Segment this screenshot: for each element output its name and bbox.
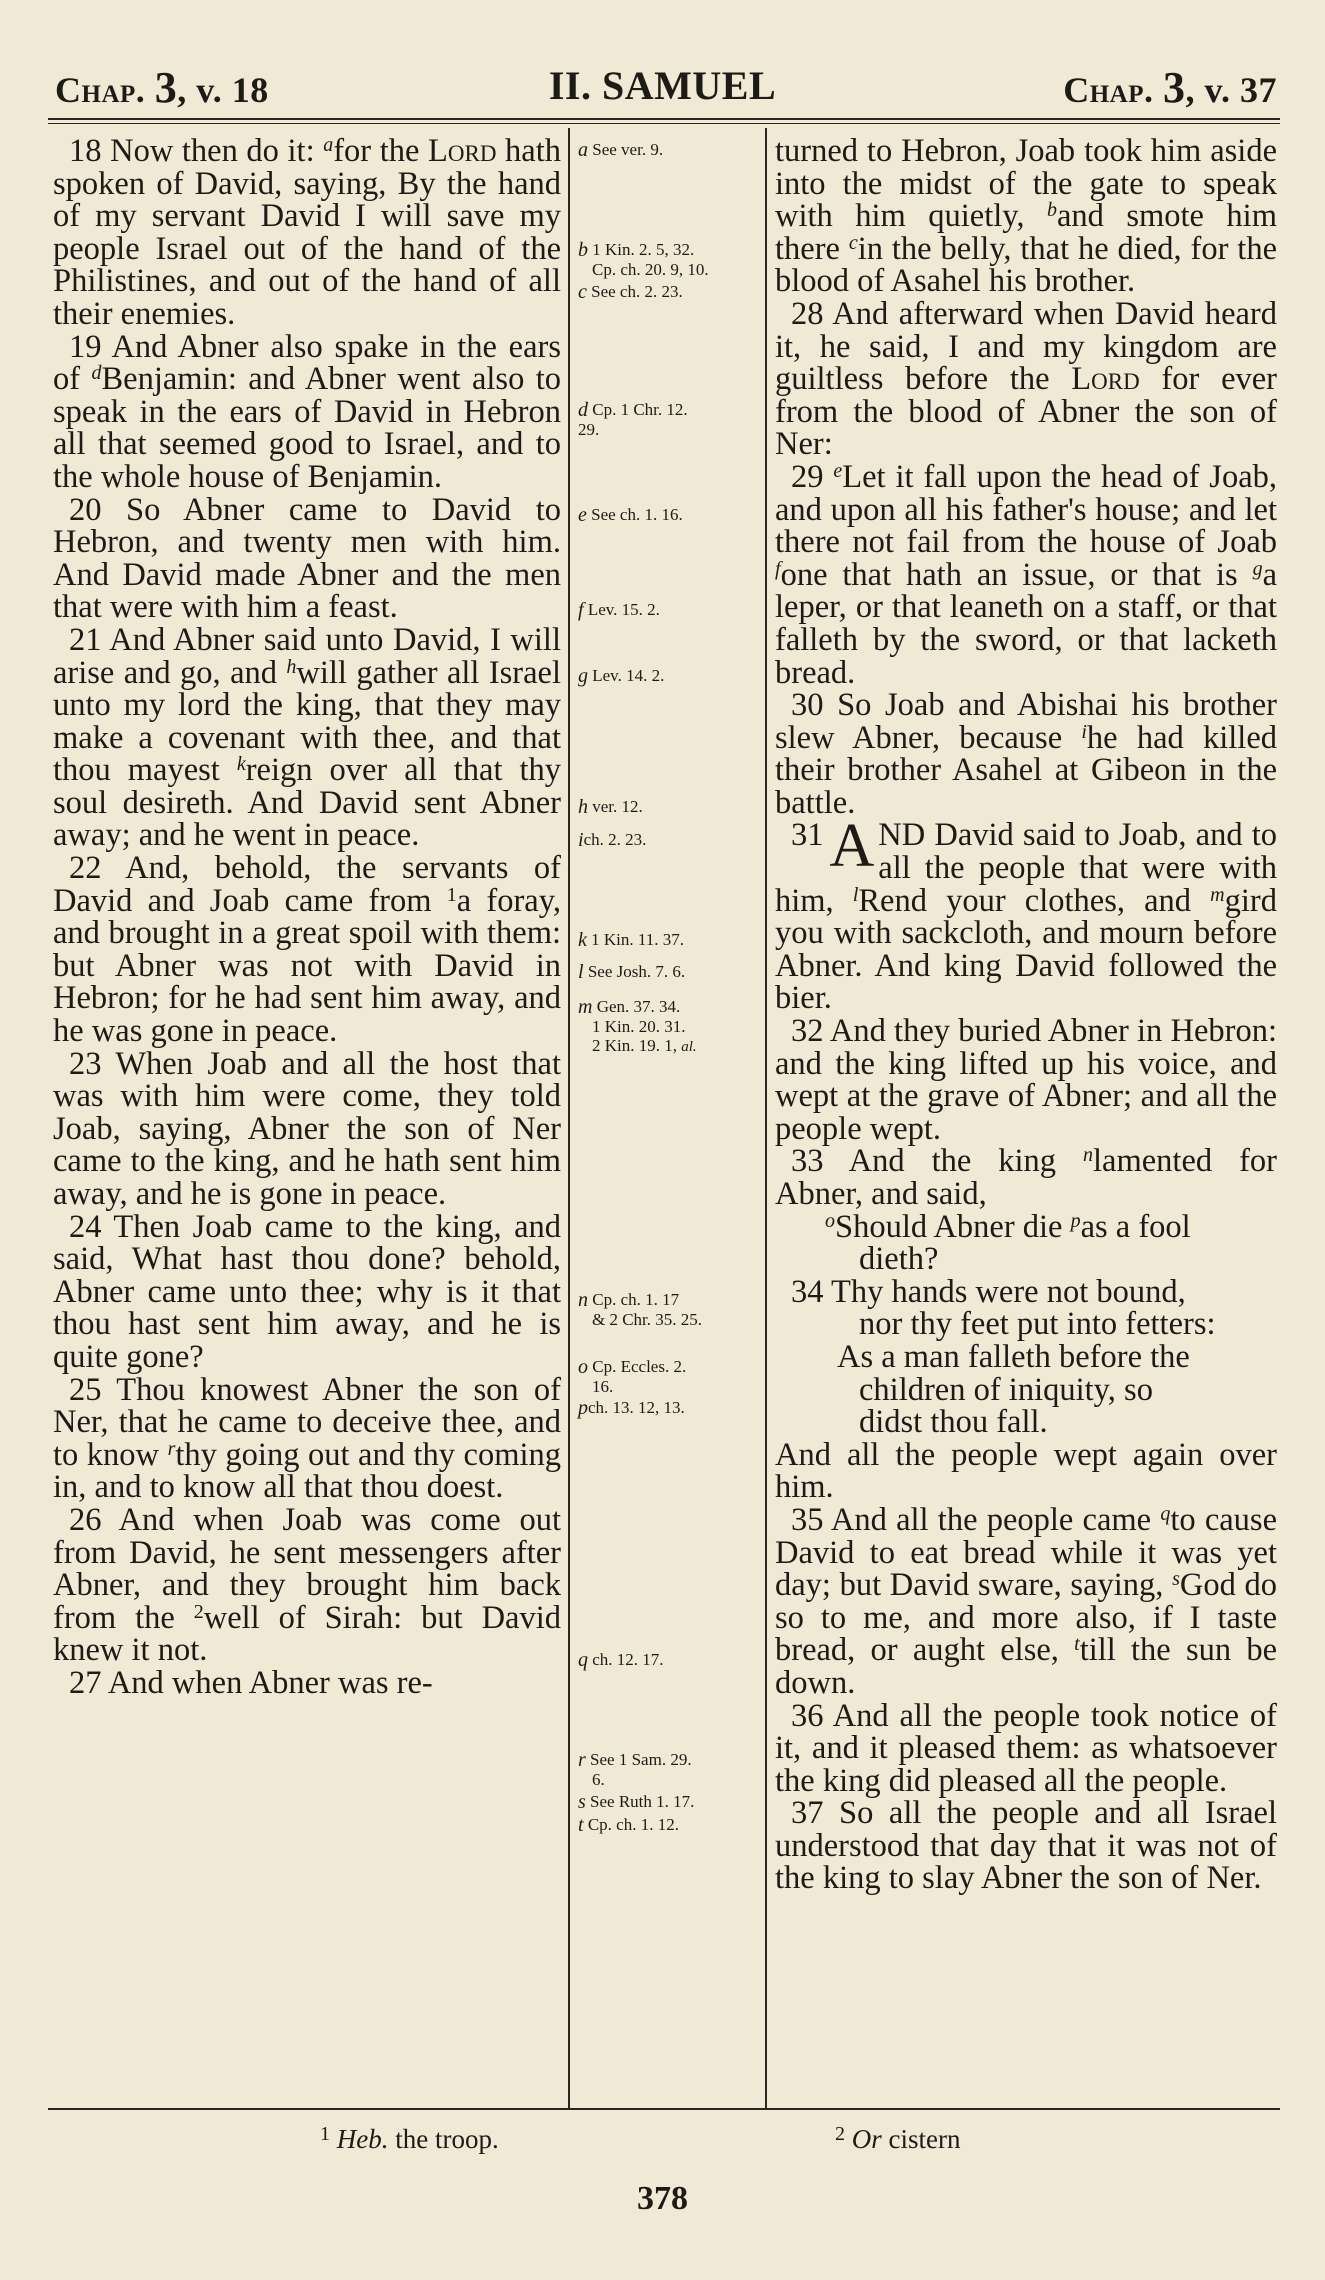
header-rule-top (48, 118, 1280, 120)
page-number: 378 (637, 2180, 688, 2217)
verse-22: 22 And, behold, the servants of David and Joab came from $^1$a foray, and brought in a great spoil with them: but Abner was not with David in Hebron; for he had sent him away, and he was gone in peace. (53, 850, 561, 1050)
header-right-chapter-number: 3 (1162, 63, 1186, 112)
verse-27-end: turned to Hebron, Joab took him aside into the midst of the gate to speak with him quietly, $^b$and smote him there $^c$in the belly, that he died, for the blood of Asahel his brother. (775, 133, 1277, 300)
ref-d: d Cp. 1 Chr. 12. 29. (578, 399, 688, 439)
footer-rule (48, 2108, 1280, 2110)
ref-m: m Gen. 37. 34. 1 Kin. 20. 31. 2 Kin. 19. 1, al. (578, 996, 697, 1055)
text-column-left (53, 135, 561, 1700)
verse-28: 28 And afterward when David heard it, he said, I and my kingdom are guiltless before the Lord for ever from the blood of Abner the son of Ner: (775, 295, 1277, 463)
verse-27-start: 27 And when Abner was re- (69, 1664, 433, 1701)
verse-18: 18 Now then do it: $^a$for the Lord hath spoken of David, saying, By the hand of my servant David I will save my people Israel out of the hand of the Philistines, and out of the hand of all their enemies. (53, 133, 561, 332)
verse-23: 23 When Joab and all the host that was with him were come, they told Joab, saying, Abner the son of Ner came to the king, and he hath sent him away, and he is gone in peace. (53, 1045, 561, 1212)
header-left-chap: Chap. (55, 70, 146, 110)
verse-21: 21 And Abner said unto David, I will arise and go, and $^h$will gather all Israel unto my lord the king, that they may make a covenant with thee, and that thou mayest $^k$reign over all that thy soul desireth. And David sent Abner away; and he went in peace. (53, 621, 562, 854)
verse-19: 19 And Abner also spake in the ears of $^d$Benjamin: and Abner went also to speak in the ears of David in Hebron all that seemed good to Israel, and to the whole house of Benjamin. (53, 328, 561, 495)
header-right-chap: Chap. (1063, 70, 1154, 110)
verse-30: 30 So Joab and Abishai his brother slew Abner, because $^i$he had killed their brother Asahel at Gibeon in the battle. (775, 687, 1277, 821)
ref-n: n Cp. ch. 1. 17 & 2 Chr. 35. 25. (578, 1289, 703, 1329)
verse-36: 36 And all the people took notice of it, and it pleased them: as whatsoever the king did pleased all the people. (775, 1697, 1277, 1799)
ref-e: e See ch. 1. 16. (578, 504, 683, 526)
ref-h: h ver. 12. (578, 796, 643, 818)
lament-poem: $^o$Should Abner die $^p$as a fool dieth? 34 Thy hands were not bound, nor thy feet put into fetters: As a man falleth before the children of iniquity, so didst thou fall. (791, 1208, 1216, 1441)
ref-b: b 1 Kin. 2. 5, 32. Cp. ch. 20. 9, 10. (578, 239, 709, 279)
ref-o: o Cp. Eccles. 2. 16. (578, 1356, 687, 1396)
column-divider-left (568, 128, 570, 2108)
ref-q: q ch. 12. 17. (578, 1649, 664, 1671)
verse-35: 35 And all the people came $^q$to cause David to eat bread while it was yet day; but David sware, saying, $^s$God do so to me, and more also, if I taste bread, or aught else, $^t$till the sun be down. (775, 1501, 1277, 1701)
verse-26: 26 And when Joab was come out from David, he sent messengers after Abner, and they brought him back from the $^2$well of Sirah: but David knew it not. (53, 1501, 561, 1669)
header-book-title: II. SAMUEL (548, 63, 777, 108)
ref-p: pch. 13. 12, 13. (578, 1397, 685, 1419)
ref-r: r See 1 Sam. 29. 6. (578, 1749, 692, 1789)
footnote-1: $^1$ Heb. the troop. (320, 2123, 499, 2154)
ref-t: t Cp. ch. 1. 12. (578, 1814, 679, 1836)
text-column-right (775, 135, 1277, 1895)
column-divider-right (765, 128, 767, 2108)
header-right (1063, 62, 1277, 113)
verse-25: 25 Thou knowest Abner the son of Ner, that he came to deceive thee, and to know $^r$thy going out and thy coming in, and to know all that thou doest. (53, 1371, 562, 1506)
header-rule-bottom (48, 123, 1280, 124)
footnote-2: $^2$ Or cistern (835, 2123, 961, 2154)
verse-37: 37 So all the people and all Israel understood that day that it was not of the king to slay Abner the son of Ner. (775, 1795, 1277, 1897)
ref-s: s See Ruth 1. 17. (578, 1791, 695, 1813)
verse-34-end: And all the people wept again over him. (775, 1436, 1277, 1506)
verse-20: 20 So Abner came to David to Hebron, and twenty men with him. And David made Abner and the men that were with him a feast. (53, 491, 561, 626)
verse-32: 32 And they buried Abner in Hebron: and the king lifted up his voice, and wept at the grave of Abner; and all the people wept. (775, 1013, 1277, 1147)
verse-24: 24 Then Joab came to the king, and said, What hast thou done? behold, Abner came unto thee; why is it that thou hast sent him away, and he is quite gone? (53, 1208, 561, 1375)
ref-i: ich. 2. 23. (578, 829, 647, 851)
ref-k: k 1 Kin. 11. 37. (578, 929, 685, 951)
ref-l: l See Josh. 7. 6. (578, 961, 686, 983)
ref-f: f Lev. 15. 2. (578, 599, 660, 621)
verse-33: 33 And the king $^n$lamented for Abner, and said, (775, 1143, 1277, 1212)
ref-a: a See ver. 9. (578, 139, 664, 161)
header-right-verse: , v. 37 (1185, 70, 1277, 110)
header-left-chapter-number: 3 (154, 63, 178, 112)
header-left-verse: , v. 18 (177, 70, 269, 110)
ref-g: g Lev. 14. 2. (578, 665, 665, 687)
ref-c: c See ch. 2. 23. (578, 281, 683, 303)
drop-cap: A (829, 812, 875, 881)
verse-29: 29 $^e$Let it fall upon the head of Joab, and upon all his father's house; and let there not fail from the house of Joab $^f$one that hath an issue, or that is $^g$a leper, or that leaneth on a staff, or that falleth by the sword, or that lacketh bread. (775, 458, 1277, 691)
verse-31: 31 A ND David said to Joab, and to all the people that were with him, $^l$Rend your clothes, and $^m$gird you with sackcloth, and mourn before Abner. And king David followed the bier. (775, 812, 1277, 1017)
